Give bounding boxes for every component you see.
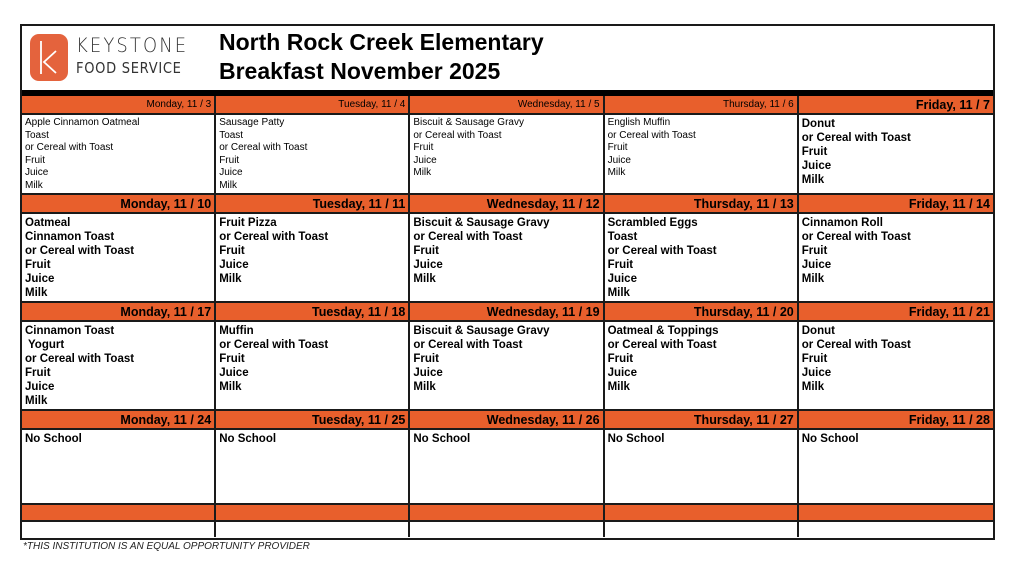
day-menu-row [22,214,993,303]
title-block [219,28,544,86]
day-header-empty [605,505,799,522]
menu-item: or Cereal with Toast [413,339,523,351]
day-menu-row [22,115,993,195]
day-header: Wednesday, 11 / 26 [410,411,604,430]
menu-item: Sausage Patty [219,117,285,128]
menu-item: Fruit [25,154,45,166]
day-menu [410,430,604,503]
day-menu [216,430,410,503]
day-menu [410,115,604,193]
menu-item: Milk [219,381,242,393]
menu-item: Oatmeal & Toppings [607,325,719,337]
menu-item: No School [413,433,471,445]
menu-item: Fruit [801,353,828,365]
day-header: Friday, 11 / 7 [915,98,990,112]
menu-item: Milk [219,273,242,285]
day-header: Thursday, 11 / 20 [605,303,799,322]
day-header: Wednesday, 11 / 12 [410,195,604,214]
menu-item: Cinnamon Toast [25,231,115,243]
menu-item: Milk [607,381,630,393]
day-header-row [22,303,993,322]
menu-item: Milk [219,179,237,191]
menu-item: No School [25,433,82,445]
menu-item: or Cereal with Toast [413,231,523,243]
menu-item: Fruit [801,245,828,257]
menu-item: or Cereal with Toast [219,339,329,351]
brand-wordmark [76,35,216,79]
menu-item: Fruit [219,154,240,166]
day-menu-row [22,430,993,505]
menu-item: Fruit [219,245,245,257]
menu-item: No School [607,433,665,445]
day-header: Friday, 11 / 28 [908,413,990,427]
day-header: Friday, 11 / 14 [908,197,990,211]
menu-item: Fruit [801,146,828,158]
menu-item: Yogurt [25,339,65,351]
day-header: Tuesday, 11 / 11 [216,195,410,214]
equal-opportunity-note: *THIS INSTITUTION IS AN EQUAL OPPORTUNITY PROVIDER [23,541,310,552]
menu-item: Toast [219,129,244,141]
menu-item: Milk [25,395,48,407]
menu-item: Juice [25,167,49,179]
menu-item: Juice [607,154,631,166]
menu-item: Fruit [25,259,51,271]
day-menu-empty [605,522,799,537]
day-header-empty [410,505,604,522]
menu-item: Juice [413,367,443,379]
day-header: Friday, 11 / 21 [908,305,990,319]
day-menu [22,115,216,193]
day-header-empty [799,505,993,522]
week-row [22,195,993,303]
day-menu [22,214,216,301]
header [22,26,993,90]
day-header: Tuesday, 11 / 4 [216,96,410,115]
menu-item: Fruit [413,353,439,365]
menu-item: Fruit [607,259,634,271]
menu-item: or Cereal with Toast [801,132,911,144]
day-header-row [22,505,993,522]
menu-item: Apple Cinnamon Oatmeal [25,117,140,128]
menu-item: Biscuit & Sausage Gravy [413,117,524,128]
day-menu [410,322,604,409]
menu-item: Juice [607,367,637,379]
menu-item: Juice [801,160,832,172]
day-header: Tuesday, 11 / 18 [216,303,410,322]
menu-item: Juice [801,367,832,379]
menu-item: or Cereal with Toast [25,245,135,257]
day-menu [22,322,216,409]
week-row-empty [22,505,993,537]
menu-item: Biscuit & Sausage Gravy [413,325,550,337]
brand-name: KEYSTONE [76,34,189,57]
menu-item: Biscuit & Sausage Gravy [413,217,550,229]
keystone-logo-icon [30,34,68,81]
menu-item: Toast [607,231,638,243]
menu-item: Muffin [219,325,254,337]
menu-item: Juice [25,381,55,393]
menu-item: Milk [801,273,825,285]
calendar-grid [22,96,993,537]
menu-item: Juice [801,259,832,271]
menu-item: Juice [25,273,55,285]
day-menu [799,322,993,409]
menu-item: Scrambled Eggs [607,217,698,229]
day-header-row [22,96,993,115]
menu-item: Juice [413,259,443,271]
brand-tagline: FOOD SERVICE [76,59,182,77]
menu-item: Milk [413,381,436,393]
menu-item: Juice [607,273,637,285]
menu-item: English Muffin [607,117,671,128]
week-row [22,96,993,195]
day-header: Wednesday, 11 / 19 [410,303,604,322]
day-header: Monday, 11 / 10 [22,195,216,214]
menu-item: Fruit Pizza [219,217,277,229]
day-header: Monday, 11 / 24 [22,411,216,430]
menu-item: Fruit [413,245,439,257]
page-title: North Rock Creek Elementary [219,29,544,55]
menu-item: Juice [413,154,437,166]
menu-item: Toast [25,129,49,141]
menu-item: Milk [801,174,825,186]
day-menu-empty [216,522,410,537]
day-menu [216,214,410,301]
menu-item: or Cereal with Toast [25,142,114,154]
day-menu [605,322,799,409]
menu-item: Oatmeal [25,217,71,229]
menu-item: or Cereal with Toast [219,142,308,154]
menu-item: or Cereal with Toast [801,339,911,351]
day-menu-row [22,522,993,537]
day-menu [605,214,799,301]
day-menu [22,430,216,503]
menu-item: or Cereal with Toast [25,353,135,365]
menu-item: or Cereal with Toast [801,231,911,243]
day-header: Monday, 11 / 3 [22,96,216,115]
day-menu [410,214,604,301]
day-menu-empty [410,522,604,537]
day-menu-row [22,322,993,411]
menu-item: Milk [25,179,43,191]
day-header-row [22,411,993,430]
menu-item: Fruit [219,353,245,365]
menu-item: Donut [801,325,835,337]
menu-item: Fruit [413,142,434,154]
page-subtitle: Breakfast November 2025 [219,58,501,84]
menu-item: Cinnamon Roll [801,217,883,229]
menu-item: Donut [801,118,835,130]
menu-item: Milk [607,287,630,299]
day-header: Monday, 11 / 17 [22,303,216,322]
menu-item: Milk [413,273,436,285]
menu-item: Fruit [607,142,628,154]
day-menu [799,430,993,503]
day-menu-empty [22,522,216,537]
menu-item: No School [219,433,277,445]
menu-item: Milk [607,167,626,179]
menu-calendar [20,24,995,540]
menu-item: or Cereal with Toast [607,245,717,257]
menu-item: Juice [219,259,249,271]
menu-item: Fruit [607,353,634,365]
day-header-empty [216,505,410,522]
day-menu [799,115,993,193]
menu-item: Juice [219,367,249,379]
menu-item: Milk [413,167,432,179]
day-menu [216,115,410,193]
day-menu [605,430,799,503]
day-header: Thursday, 11 / 13 [605,195,799,214]
menu-item: or Cereal with Toast [607,129,696,141]
day-header: Tuesday, 11 / 25 [216,411,410,430]
day-header: Wednesday, 11 / 5 [410,96,604,115]
day-header-empty [22,505,216,522]
day-menu-empty [799,522,993,537]
menu-item: Milk [801,381,825,393]
menu-item: or Cereal with Toast [413,129,502,141]
week-row [22,411,993,505]
day-header: Thursday, 11 / 27 [605,411,799,430]
menu-item: or Cereal with Toast [219,231,329,243]
day-menu [216,322,410,409]
menu-item: Fruit [25,367,51,379]
day-header-row [22,195,993,214]
menu-item: Milk [25,287,48,299]
menu-item: Juice [219,167,243,179]
day-header: Thursday, 11 / 6 [605,96,799,115]
menu-item: or Cereal with Toast [607,339,717,351]
day-menu [605,115,799,193]
day-menu [799,214,993,301]
menu-item: Cinnamon Toast [25,325,115,337]
week-row [22,303,993,411]
menu-item: No School [801,433,859,445]
